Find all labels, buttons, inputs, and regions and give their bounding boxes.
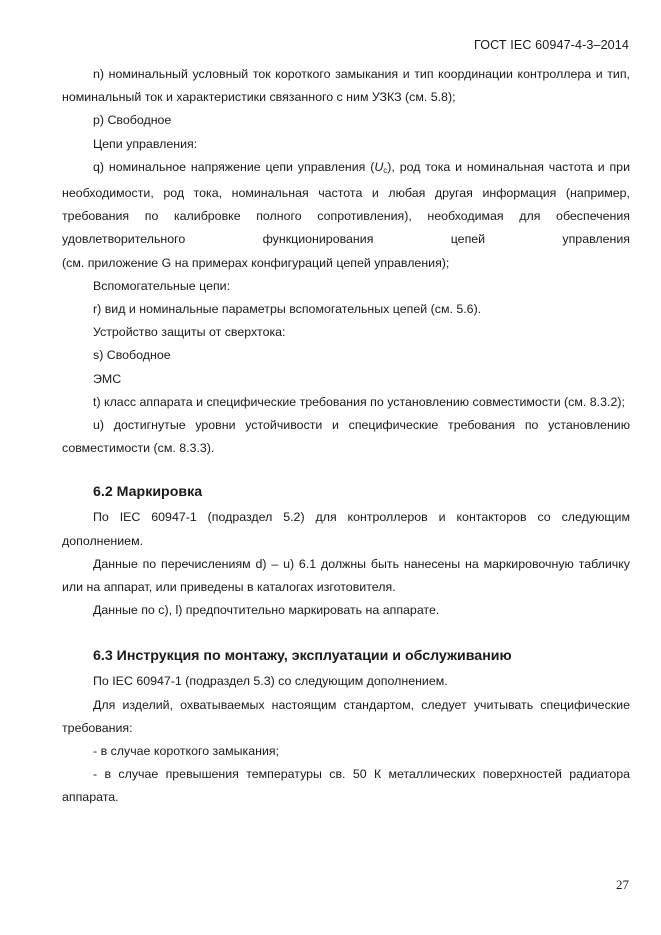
document-header: ГОСТ IEC 60947-4-3–2014 [473,38,629,52]
paragraph-item-n: n) номинальный условный ток короткого замыкания и тип координации контроллера и тип, номинальный ток и характеристики связанного с ним УЗКЗ (см. 5.8); [62,67,630,105]
page-number: 27 [616,877,629,892]
paragraph-item-t: t) класс аппарата и специфические требования по установлению совместимости (см. 8.3.2); [93,394,625,409]
paragraph-control-circuits: Цепи управления: [93,136,198,151]
section-6-2-paragraph: Данные по перечислениям d) – u) 6.1 должны быть нанесены на маркировочную табличку или на аппарат, или приведены в каталогах изготовителя. [62,556,630,595]
paragraph-item-q-last-line: (см. приложение G на примерах конфигураций цепей управления); [62,255,450,270]
section-6-3-paragraph: По IEC 60947-1 (подраздел 5.3) со следующим дополнением. [93,674,448,689]
page-content [62,63,630,810]
item-q-suffix: ), род тока и номинальная частота и при необходимости, род тока, номинальная частота и любая другая информация (например, требования по калибровке полного сопротивления), необходимая для обеспечения удовлетворительного функционирования цепей управления [62,159,630,247]
section-6-3-paragraph: Для изделий, охватываемых настоящим стандартом, следует учитывать специфические требования: [62,697,630,735]
symbol-uc: $U_c$ [374,159,388,175]
section-6-3-list-item: - в случае превышения температуры св. 50 К металлических поверхностей радиатора аппарата. [62,767,630,805]
section-6-2-paragraph: Данные по с), l) предпочтительно маркировать на аппарате. [93,603,440,618]
section-heading-6-3: 6.3 Инструкция по монтажу, эксплуатации и обслуживанию [93,648,512,665]
section-6-2-paragraph: По IEC 60947-1 (подраздел 5.2) для контроллеров и контакторов со следующим дополнением. [62,510,630,548]
paragraph-emc: ЭМС [93,371,122,386]
paragraph-overcurrent-device: Устройство защиты от сверхтока: [93,325,286,340]
paragraph-item-p: p) Свободное [93,113,172,128]
paragraph-item-q [62,156,630,252]
paragraph-item-r: r) вид и номинальные параметры вспомогательных цепей (см. 5.6). [93,302,482,317]
paragraph-aux-circuits: Вспомогательные цепи: [93,278,231,293]
section-heading-6-2: 6.2 Маркировка [93,484,203,501]
paragraph-item-s: s) Свободное [93,348,171,363]
section-6-3-list-item: - в случае короткого замыкания; [93,744,280,759]
paragraph-item-u: u) достигнутые уровни устойчивости и специфические требования по установлению совместимости (см. 8.3.3). [62,418,630,456]
item-q-prefix: q) номинальное напряжение цепи управления ( [93,159,375,174]
